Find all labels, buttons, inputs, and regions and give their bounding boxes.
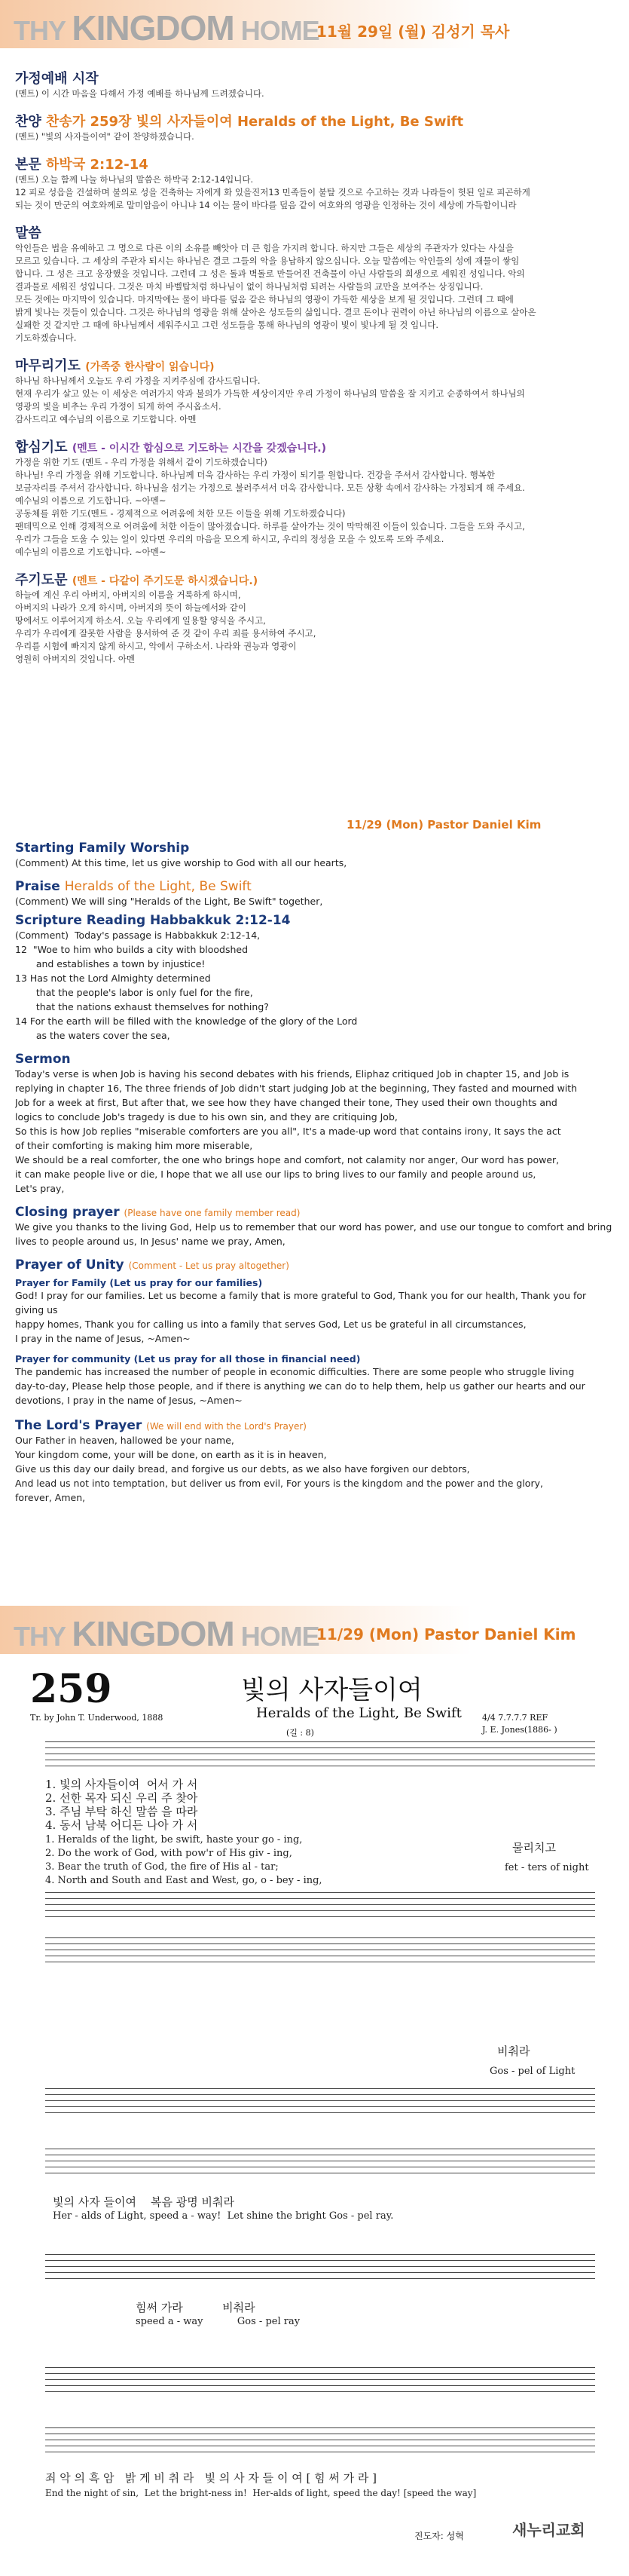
hymn-refrain-kr: 물리치고 (512, 1841, 556, 1855)
hymn-refrain-en: speed a - way Gos - pel ray (136, 2316, 301, 2327)
kr-scripture-line: (멘트) 오늘 함께 나눌 하나님의 말씀은 하박국 2:12-14입니다. (15, 174, 254, 185)
en-sermon-line: of their comforting is making him more miserable, (15, 1140, 253, 1151)
en-unity-title: Prayer of Unity (Comment - Let us pray altogether) (15, 1257, 289, 1273)
kr-lords-line: 우리가 우리에게 잘못한 사람을 용서하여 준 것 같이 우리 죄를 용서하여 주시고, (15, 628, 316, 639)
kr-lords-line: 하늘에 계신 우리 아버지, 아버지의 이름을 거룩하게 하시며, (15, 590, 241, 600)
en-sermon-title: Sermon (15, 1052, 71, 1067)
kr-unity-line: 공동체를 위한 기도(멘트 - 경제적으로 어려움에 처한 모든 이들을 위해 기도하겠습니다) (15, 508, 346, 519)
kr-sermon-line: 결과물로 세워진 성입니다. 그것은 마치 바벨탑처럼 하나님이 없이 하나님처럼 되려는 사람들의 교만을 보여주는 상징입니다. (15, 281, 484, 292)
kr-unity-title: 합심기도 (멘트 - 이시간 합심으로 기도하는 시간을 갖겠습니다.) (15, 440, 327, 455)
en-start-body: (Comment) At this time, let us give worship to God with all our hearts, (15, 857, 347, 868)
hymn-number: 259 (30, 1666, 112, 1712)
en-praise-body: (Comment) We will sing "Heralds of the Light, Be Swift" together, (15, 896, 323, 907)
en-scripture-line: 14 For the earth will be filled with the knowledge of the glory of the Lord (15, 1015, 358, 1027)
en-sermon-line: So this is how Job replies "miserable comforters are you all", It's a made-up word that contains irony, It says the act (15, 1126, 561, 1137)
kr-sermon-line: 밝게 빛나는 것들이 있습니다. 그것은 하나님의 영광을 위해 살아온 성도들의 삶입니다. 결코 돈이나 권력이 아닌 하나님의 이름으로 살아온 (15, 307, 536, 317)
en-closing-title: Closing prayer (Please have one family member read) (15, 1205, 301, 1220)
en-lords-line: Your kingdom come, your will be done, on earth as it is in heaven, (15, 1449, 327, 1460)
kr-praise-title: 찬양 찬송가 259장 빛의 사자들이여 Heralds of the Light, Be Swift (15, 114, 464, 130)
music-staff (45, 2088, 595, 2118)
korean-section (15, 68, 618, 666)
en-lords-line: And lead us not into temptation, but deliver us from evil, For yours is the kingdom and the power and the glory, (15, 1478, 543, 1489)
hymn-refrain-en: End the night of sin, Let the bright-ness in! Her-alds of light, speed the day! [speed the way] (45, 2488, 477, 2498)
en-sermon-line: replying in chapter 16, The three friends of Job didn't start judging Job at the beginning, They fasted and mourned with (15, 1083, 578, 1094)
en-community-title: Prayer for community (Let us pray for all those in financial need) (15, 1353, 361, 1365)
english-section (15, 818, 618, 1505)
en-closing-line: We give you thanks to the living God, Help us to remember that our word has power, and use our tongue to comfort and bring (15, 1221, 612, 1233)
hymn-refrain-kr: 죄 악 의 흑 암 밝 게 비 취 라 빛 의 사 자 들 이 여 [ 힘 써 가 라 ] (45, 2471, 377, 2485)
en-scripture-line: that the people's labor is only fuel for the fire, (15, 987, 253, 998)
kr-praise-body: (멘트) "빛의 사자들이여" 같이 찬양하겠습니다. (15, 131, 194, 142)
kr-closing-line: 감사드리고 예수님의 이름으로 기도합니다. 아멘 (15, 414, 197, 424)
hymn-composer: J. E. Jones(1886- ) (482, 1725, 557, 1735)
kr-lords-line: 영원히 아버지의 것입니다. 아멘 (15, 654, 136, 664)
en-families-title: Prayer for Family (Let us pray for our families) (15, 1277, 263, 1288)
header-date: 11월 29일 (월) 김성기 목사 (316, 23, 510, 41)
header-bottom (0, 1606, 629, 1654)
hymn-title-en: Heralds of the Light, Be Swift (256, 1705, 462, 1721)
kr-closing-line: 하나님 하나님께서 오늘도 우리 가정을 지켜주심에 감사드립니다. (15, 375, 261, 386)
hymn-sheet (30, 1666, 610, 2563)
kr-sermon-line: 실패한 것 같지만 그 때에 하나님께서 세워주시고 그런 성도들을 통해 하나님의 영광이 빛이 빛나게 될 것 입니다. (15, 320, 439, 330)
kr-closing-title: 마무리기도 (가족중 한사람이 읽습니다) (15, 358, 215, 374)
hymn-title-kr: 빛의 사자들이여 (241, 1675, 423, 1705)
en-lords-line: forever, Amen, (15, 1492, 86, 1503)
music-staff (45, 2254, 595, 2284)
en-praise-title: Praise Heralds of the Light, Be Swift (15, 879, 252, 894)
kr-lords-line: 우리를 시험에 빠지지 않게 하시고, 악에서 구하소서. 나라와 권능과 영광이 (15, 641, 297, 651)
music-staff (45, 2149, 595, 2179)
en-start-title: Starting Family Worship (15, 841, 190, 856)
hymn-meter: (길 : 8) (286, 1728, 314, 1738)
en-scripture-line: as the waters cover the sea, (15, 1030, 170, 1041)
kr-sermon-title: 말씀 (15, 225, 41, 241)
en-sermon-line: Today's verse is when Job is having his second debates with his friends, Eliphaz critiqued Job in chapter 15, and Job is (15, 1068, 569, 1080)
kr-unity-line: 우리가 그들을 도울 수 있는 일이 있다면 우리의 마음을 모으게 하시고, 우리의 정성을 모을 수 있도록 도와 주세요. (15, 534, 444, 544)
en-sermon-line: it can make people live or die, I hope that we all use our lips to bring lives to our family and people around us, (15, 1169, 536, 1180)
kr-lords-line: 땅에서도 이루어지게 하소서. 오늘 우리에게 일용할 양식을 주시고, (15, 615, 266, 626)
kr-unity-line: 가정을 위한 기도 (멘트 - 우리 가정을 위해서 같이 기도하겠습니다) (15, 457, 267, 467)
hymn-verse-en: 1. Heralds of the light, be swift, haste your go - ing, 2. Do the work of God, with pow'r of His giv - ing, 3. Bear the truth of God, the fire of His al - tar; 4. North and South and East and West, go, o - bey - ing, (45, 1834, 322, 1886)
kr-sermon-line: 모든 것에는 마지막이 있습니다. 마지막에는 물이 바다를 덮음 같은 하나님의 영광이 가득한 세상을 보게 될 것입니다. 그런데 그 때에 (15, 294, 514, 305)
music-staff (45, 2367, 595, 2397)
hymn-refrain-en: Her - alds of Light, speed a - way! Let shine the bright Gos - pel ray. (53, 2210, 394, 2222)
kr-unity-line: 하나님! 우리 가정을 위해 기도합니다. 하나님께 더욱 감사하는 우리 가정이 되기를 원합니다. 건강을 주셔서 감사합니다. 행복한 (15, 470, 495, 480)
music-staff (45, 1741, 595, 1772)
church-logo: 새누리교회 (512, 2521, 585, 2539)
kr-start-title: 가정예배 시작 (15, 71, 99, 87)
kr-scripture-line: 12 피로 성읍을 건설하며 불의로 성을 건축하는 자에게 화 있을진저13 민족들이 불탈 것으로 수고하는 것과 나라들이 헛된 일로 피곤하게 (15, 187, 530, 198)
hymn-refrain-kr: 힘써 가라 비춰라 (136, 2301, 255, 2314)
kr-sermon-line: 기도하겠습니다. (15, 332, 77, 343)
kr-unity-line: 예수님의 이름으로 기도합니다. ~아멘~ (15, 495, 166, 506)
kr-scripture-line: 되는 것이 만군의 여호와께로 말미암음이 아니냐 14 이는 물이 바다를 덮음 같이 여호와의 영광을 인정하는 것이 세상에 가득함이니라 (15, 200, 517, 210)
hymn-refrain-en: Gos - pel of Light (490, 2066, 576, 2077)
en-families-line: God! I pray for our families. Let us become a family that is more grateful to God, Thank you for our health, Thank you for giving us (15, 1290, 587, 1316)
en-families-line: I pray in the name of Jesus, ~Amen~ (15, 1333, 191, 1344)
hymn-refrain-en: fet - ters of night (505, 1862, 589, 1873)
header-top (0, 0, 629, 48)
en-lords-title: The Lord's Prayer (We will end with the Lord's Prayer) (15, 1418, 307, 1433)
en-scripture-line: (Comment) Today's passage is Habbakkuk 2:12-14, (15, 930, 261, 941)
en-families-line: happy homes, Thank you for calling us into a family that serves God, Let us be grateful in all circumstances, (15, 1319, 527, 1330)
music-staff (45, 1937, 595, 1968)
en-scripture-line: 13 Has not the Lord Almighty determined (15, 973, 211, 984)
music-staff (45, 2427, 595, 2458)
music-staff (45, 1892, 595, 1922)
hymn-refrain-kr: 빛의 사자 들이여 복음 광명 비춰라 (53, 2195, 235, 2209)
page-brand-title: THY KINGDOM HOME (14, 1614, 319, 1653)
en-date-pastor: 11/29 (Mon) Pastor Daniel Kim (347, 818, 542, 832)
en-lords-line: Give us this day our daily bread, and forgive us our debts, as we also have forgiven our debtors, (15, 1463, 470, 1475)
kr-lords-line: 아버지의 나라가 오게 하시며, 아버지의 뜻이 하늘에서와 같이 (15, 602, 246, 613)
en-community-line: The pandemic has increased the number of people in economic difficulties. There are some people who struggle living (15, 1366, 575, 1377)
kr-closing-line: 현재 우리가 살고 있는 이 세상은 여러가지 악과 불의가 가득한 세상이지만 우리 가정이 하나님의 말씀을 잘 지키고 순종하여서 하나님의 (15, 388, 525, 399)
en-sermon-line: Job for a week at first, But after that, we see how they have changed their tone, They used their own thoughts and (15, 1097, 557, 1108)
kr-lords-title: 주기도문 (멘트 - 다같이 주기도문 하시겠습니다.) (15, 572, 258, 588)
en-scripture-line: and establishes a town by injustice! (15, 958, 206, 969)
en-sermon-line: logics to conclude Job's tragedy is due to his own sin, and they are critiquing Job, (15, 1111, 398, 1123)
kr-unity-line: 보금자리를 주셔서 감사합니다. 하나님을 섬기는 가정으로 불러주셔서 더욱 감사합니다. 모든 상황 속에서 감사하는 가정되게 해 주세요. (15, 482, 525, 493)
hymn-refrain-kr: 비춰라 (497, 2045, 530, 2058)
en-sermon-line: Let's pray, (15, 1183, 65, 1194)
en-sermon-line: We should be a real comforter, the one who brings hope and comfort, not calamity nor anger, Our word has power, (15, 1154, 560, 1165)
hymn-verse-kr: 1. 빛의 사자들이여 어서 가 서 2. 선한 목자 되신 우리 주 찾아 3. 주님 부탁 하신 말씀 을 따라 4. 동서 남북 어디든 나아 가 서 (45, 1778, 198, 1832)
hymn-translator: Tr. by John T. Underwood, 1888 (30, 1713, 163, 1723)
en-closing-line: lives to people around us, In Jesus' name we pray, Amen, (15, 1236, 285, 1247)
kr-sermon-line: 모르고 있습니다. 그 세상의 주관자 되시는 하나님은 결코 그들의 악을 용납하지 않으십니다. 오늘 말씀에는 악인들의 성에 재물이 쌓임 (15, 256, 520, 266)
page-brand-title: THY KINGDOM HOME (14, 8, 319, 47)
kr-sermon-line: 합니다. 그 성은 크고 웅장했을 것입니다. 그런데 그 성은 돌과 벽돌로 만들어진 건축물이 아닌 사람들의 희생으로 세워진 성입니다. 악의 (15, 268, 525, 279)
en-community-line: devotions, I pray in the name of Jesus, ~Amen~ (15, 1395, 243, 1406)
en-community-line: day-to-day, Please help those people, and if there is anything we can do to help them, help us gather our hearts and our (15, 1380, 585, 1392)
kr-unity-line: 팬데믹으로 인해 경제적으로 어려움에 처한 이들이 많아졌습니다. 하루를 살아가는 것이 막막해진 이들이 있습니다. 그들을 도와 주시고, (15, 521, 525, 531)
hymn-key: 4/4 7.7.7.7 REF (482, 1713, 548, 1723)
en-lords-line: Our Father in heaven, hallowed be your name, (15, 1435, 234, 1446)
kr-sermon-line: 악인들은 법을 유예하고 그 명으로 다른 이의 소유를 빼앗아 더 큰 힘을 가지려 합니다. 하지만 그들은 세상의 주관자가 있다는 사실을 (15, 243, 514, 253)
header-date: 11/29 (Mon) Pastor Daniel Kim (316, 1625, 576, 1643)
kr-scripture-title: 본문 하박국 2:12-14 (15, 157, 148, 173)
kr-closing-line: 영광의 빛을 비추는 우리 가정이 되게 하여 주시옵소서. (15, 401, 221, 412)
en-scripture-line: that the nations exhaust themselves for nothing? (15, 1001, 269, 1012)
kr-start-body: (멘트) 이 시간 마음을 다해서 가정 예배를 하나님께 드려겠습니다. (15, 88, 264, 99)
en-scripture-line: 12 "Woe to him who builds a city with bloodshed (15, 944, 249, 955)
hymn-credit: 진도자: 성혁 (414, 2531, 464, 2541)
en-scripture-title: Scripture Reading Habbakkuk 2:12-14 (15, 913, 291, 928)
kr-unity-line: 예수님의 이름으로 기도합니다. ~아멘~ (15, 547, 166, 557)
